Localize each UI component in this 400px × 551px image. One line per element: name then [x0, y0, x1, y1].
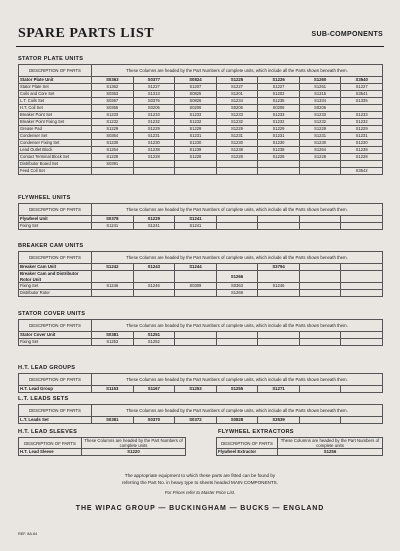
part-number-cell: S1243 — [133, 264, 175, 271]
part-number-cell: S0206 — [299, 105, 341, 112]
flywheel-header-row — [19, 204, 383, 216]
breaker-columns-note: These Columns are headed by the Part Numbers of complete units, which include all the Parts shown beneath them. — [92, 252, 383, 264]
part-number-cell — [341, 283, 383, 290]
part-number-cell — [258, 290, 300, 297]
part-number-cell: S1234 — [216, 98, 258, 105]
sleeves-heading: H.T. LEAD SLEEVES — [18, 429, 78, 435]
part-number-cell — [299, 386, 341, 393]
table-row — [19, 332, 383, 339]
part-number-cell: S1225 — [216, 77, 258, 84]
part-number-cell — [299, 161, 341, 168]
part-number-cell: S1233 — [341, 112, 383, 119]
footer-prices: For Prices refer to Master Price List. — [164, 490, 236, 495]
part-number-cell: S1230 — [216, 140, 258, 147]
extractors-table — [216, 437, 383, 456]
part-number-cell: S1229 — [216, 126, 258, 133]
part-number-cell — [216, 223, 258, 230]
part-description: H.T. Coil Set — [19, 105, 92, 112]
part-number-cell: S1207 — [175, 84, 217, 91]
part-number-cell: S1232 — [341, 119, 383, 126]
extractors-desc-header: DESCRIPTION OF PARTS — [217, 438, 278, 449]
table-row — [19, 161, 383, 168]
part-number-cell: S1228 — [216, 154, 258, 161]
table-row — [19, 140, 383, 147]
part-number-cell: S1229 — [299, 126, 341, 133]
part-number-cell: S1230 — [133, 140, 175, 147]
part-number-cell — [299, 168, 341, 175]
part-number-cell: S1231 — [175, 133, 217, 140]
part-number-cell — [133, 161, 175, 168]
table-row — [19, 216, 383, 223]
footer-note-line1: The appropriate equipment to which these parts are fitted can be found by — [124, 473, 276, 478]
part-description: Condenser Fixing Set — [19, 140, 92, 147]
flywheel-desc-header: DESCRIPTION OF PARTS — [19, 204, 92, 216]
part-number-cell — [341, 339, 383, 346]
part-number-cell: S1228 — [92, 154, 134, 161]
part-number-cell: S1266 — [216, 271, 258, 283]
table-row — [19, 271, 383, 283]
stator-heading: STATOR PLATE UNITS — [18, 56, 84, 62]
part-number-cell — [258, 168, 300, 175]
part-number-cell: S0377 — [133, 77, 175, 84]
part-number-cell — [175, 332, 217, 339]
part-description: L.T. Coils Set — [19, 98, 92, 105]
part-number-cell: S1229 — [133, 216, 175, 223]
sleeves-desc-header: DESCRIPTION OF PARTS — [19, 438, 82, 449]
part-number-cell: S0363 — [92, 91, 134, 98]
part-number-cell: S1238 — [258, 147, 300, 154]
sleeves-row-value: S1220 — [82, 449, 186, 456]
part-description: Breaker Cam and Distributor Rotor Unit — [19, 271, 92, 283]
part-number-cell: S1239 — [175, 147, 217, 154]
stator-table — [18, 64, 383, 175]
part-number-cell: S1233 — [133, 112, 175, 119]
part-number-cell — [341, 290, 383, 297]
table-row — [19, 77, 383, 84]
part-number-cell: S1241 — [92, 223, 134, 230]
footer-ref: REF. 8A.64 — [18, 532, 38, 536]
part-number-cell: S1229 — [133, 126, 175, 133]
ltleads-header-row — [19, 405, 383, 417]
table-row — [19, 417, 383, 424]
part-number-cell: S0378 — [92, 216, 134, 223]
part-number-cell: S1362 — [92, 84, 134, 91]
part-number-cell — [258, 216, 300, 223]
part-number-cell — [341, 417, 383, 424]
table-row — [19, 290, 383, 297]
table-row — [19, 147, 383, 154]
part-number-cell: S0363 — [216, 283, 258, 290]
part-number-cell — [175, 339, 217, 346]
part-number-cell: S1228 — [175, 154, 217, 161]
extractors-row-value: S1256 — [278, 449, 383, 456]
part-number-cell: S1231 — [341, 133, 383, 140]
part-number-cell: S1261 — [299, 84, 341, 91]
part-description: Stator Cover Unit — [19, 332, 92, 339]
part-description: Distributor Rotor — [19, 290, 92, 297]
part-number-cell: S1238 — [133, 147, 175, 154]
htlead-columns-note: These Columns are headed by the Part Numbers of complete units, which include all the Parts shown beneath them. — [92, 374, 383, 386]
table-row — [19, 154, 383, 161]
part-number-cell: S0826 — [175, 98, 217, 105]
part-number-cell: S3794 — [258, 264, 300, 271]
part-number-cell: S1233 — [299, 112, 341, 119]
part-number-cell — [299, 216, 341, 223]
part-number-cell — [299, 283, 341, 290]
part-number-cell: S1238 — [216, 147, 258, 154]
part-number-cell: S3541 — [341, 91, 383, 98]
part-number-cell: S1253 — [175, 386, 217, 393]
part-description: Lead Outlet Block — [19, 147, 92, 154]
part-number-cell: S1230 — [299, 140, 341, 147]
breaker-table — [18, 251, 383, 297]
breaker-desc-header: DESCRIPTION OF PARTS — [19, 252, 92, 264]
part-number-cell: S1228 — [258, 154, 300, 161]
part-number-cell: S1153 — [92, 386, 134, 393]
part-number-cell — [133, 168, 175, 175]
part-number-cell — [258, 271, 300, 283]
part-number-cell: S1232 — [133, 119, 175, 126]
extractors-columns-note: These Columns are headed by the Part Numbers of complete units — [278, 438, 383, 449]
part-number-cell: S1227 — [133, 84, 175, 91]
part-number-cell: S0206 — [133, 105, 175, 112]
flywheel-table — [18, 203, 383, 230]
part-number-cell: S1231 — [299, 133, 341, 140]
part-description: Fixing Set — [19, 339, 92, 346]
part-number-cell: S1233 — [92, 112, 134, 119]
table-row — [19, 112, 383, 119]
part-number-cell: S0828 — [216, 417, 258, 424]
part-number-cell: S1229 — [258, 126, 300, 133]
part-number-cell: S1167 — [133, 386, 175, 393]
part-number-cell: S1268 — [216, 290, 258, 297]
part-number-cell: S1241 — [133, 223, 175, 230]
table-row — [19, 339, 383, 346]
part-number-cell: S0370 — [133, 417, 175, 424]
table-row — [19, 386, 383, 393]
ltleads-columns-note: These Columns are headed by the Part Numbers of complete units, which include all the Parts shown beneath them. — [92, 405, 383, 417]
part-number-cell: S1313 — [133, 91, 175, 98]
part-number-cell: S0206 — [216, 105, 258, 112]
htlead-header-row — [19, 374, 383, 386]
part-number-cell: S1260 — [299, 77, 341, 84]
htlead-heading: H.T. LEAD GROUPS — [18, 365, 76, 371]
stator-desc-header: DESCRIPTION OF PARTS — [19, 65, 92, 77]
statorcover-heading: STATOR COVER UNITS — [18, 311, 86, 317]
sleeves-columns-note: These Columns are headed by the Part Numbers of complete units — [82, 438, 186, 449]
part-number-cell: S0391 — [92, 161, 134, 168]
part-number-cell — [299, 339, 341, 346]
part-number-cell — [341, 216, 383, 223]
part-number-cell: S1227 — [216, 84, 258, 91]
part-number-cell: S1253 — [92, 339, 134, 346]
part-number-cell: S1228 — [133, 154, 175, 161]
part-number-cell: S1264 — [92, 147, 134, 154]
part-number-cell: S1230 — [258, 140, 300, 147]
breaker-heading: BREAKER CAM UNITS — [18, 243, 84, 249]
part-description: Breaker Cam Unit — [19, 264, 92, 271]
part-number-cell: S0825 — [175, 91, 217, 98]
footer-company: THE WIPAC GROUP — BUCKINGHAM — BUCKS — ENGLAND — [75, 505, 325, 512]
part-number-cell: S1315 — [299, 91, 341, 98]
part-number-cell — [175, 168, 217, 175]
part-number-cell: S1229 — [92, 126, 134, 133]
part-description: Grease Pad — [19, 126, 92, 133]
part-number-cell — [175, 271, 217, 283]
table-row — [19, 223, 383, 230]
stator-header-row — [19, 65, 383, 77]
part-number-cell: S1233 — [216, 112, 258, 119]
part-number-cell: S1229 — [175, 126, 217, 133]
part-description: Fixing Set — [19, 223, 92, 230]
part-number-cell — [258, 223, 300, 230]
part-number-cell: S1242 — [92, 264, 134, 271]
part-number-cell: S0824 — [175, 77, 217, 84]
part-number-cell: S1231 — [258, 133, 300, 140]
part-number-cell — [92, 290, 134, 297]
part-number-cell — [258, 332, 300, 339]
part-description: Stator Plate Unit — [19, 77, 92, 84]
part-number-cell — [92, 168, 134, 175]
part-number-cell — [299, 417, 341, 424]
part-number-cell — [216, 168, 258, 175]
part-description: Contact Terminal Block Set — [19, 154, 92, 161]
part-number-cell: S0381 — [92, 417, 134, 424]
part-number-cell: S1233 — [175, 112, 217, 119]
part-description: Distributor Board Set — [19, 161, 92, 168]
part-number-cell: S1334 — [299, 98, 341, 105]
part-number-cell — [216, 161, 258, 168]
part-number-cell — [133, 271, 175, 283]
flywheel-columns-note: These Columns are headed by the Part Numbers of complete units, which include all the Parts shown beneath them. — [92, 204, 383, 216]
table-row — [19, 168, 383, 175]
extractors-heading: FLYWHEEL EXTRACTORS — [218, 429, 294, 435]
part-number-cell: S1228 — [299, 154, 341, 161]
table-row — [19, 98, 383, 105]
part-number-cell: S1227 — [258, 84, 300, 91]
part-number-cell — [299, 332, 341, 339]
part-number-cell: S1201 — [216, 91, 258, 98]
part-number-cell — [216, 339, 258, 346]
part-number-cell: S0367 — [92, 98, 134, 105]
part-number-cell — [133, 290, 175, 297]
part-number-cell — [299, 264, 341, 271]
part-number-cell — [216, 264, 258, 271]
part-number-cell — [341, 386, 383, 393]
part-number-cell: S1202 — [258, 91, 300, 98]
part-number-cell: S1232 — [92, 119, 134, 126]
breaker-header-row — [19, 252, 383, 264]
part-number-cell: S1271 — [258, 386, 300, 393]
table-row — [19, 119, 383, 126]
part-description: Stator Plate Set — [19, 84, 92, 91]
part-number-cell: S1230 — [175, 140, 217, 147]
part-number-cell: S1230 — [341, 140, 383, 147]
stator-columns-note: These Columns are headed by the Part Numbers of complete units, which include all the Parts shown beneath them. — [92, 65, 383, 77]
part-number-cell: S1244 — [175, 264, 217, 271]
part-description: Condenser Set — [19, 133, 92, 140]
part-number-cell: S1232 — [175, 119, 217, 126]
part-number-cell: S0381 — [92, 332, 134, 339]
part-number-cell: S1246 — [92, 283, 134, 290]
part-number-cell — [92, 271, 134, 283]
part-number-cell: S0206 — [258, 105, 300, 112]
part-number-cell: S1264 — [299, 147, 341, 154]
part-number-cell — [341, 264, 383, 271]
part-number-cell: S0206 — [175, 105, 217, 112]
part-number-cell — [216, 216, 258, 223]
part-description: L.T. Leads Set — [19, 417, 92, 424]
part-number-cell — [341, 105, 383, 112]
part-number-cell: S0372 — [175, 417, 217, 424]
flywheel-heading: FLYWHEEL UNITS — [18, 195, 71, 201]
part-number-cell — [341, 161, 383, 168]
part-number-cell: S3539 — [258, 417, 300, 424]
part-number-cell: S0365 — [92, 105, 134, 112]
part-number-cell: S1335 — [341, 98, 383, 105]
part-number-cell: S1252 — [133, 339, 175, 346]
part-number-cell: S1229 — [341, 126, 383, 133]
part-description: Breaker Point Set — [19, 112, 92, 119]
part-number-cell — [341, 223, 383, 230]
part-description: Feed Coil Set — [19, 168, 92, 175]
statorcover-header-row — [19, 320, 383, 332]
statorcover-desc-header: DESCRIPTION OF PARTS — [19, 320, 92, 332]
part-number-cell — [341, 332, 383, 339]
part-number-cell: S0309 — [175, 283, 217, 290]
htlead-table — [18, 373, 383, 393]
table-row — [19, 283, 383, 290]
part-number-cell: S1231 — [216, 133, 258, 140]
ltleads-desc-header: DESCRIPTION OF PARTS — [19, 405, 92, 417]
part-number-cell: S0363 — [92, 77, 134, 84]
part-number-cell — [258, 339, 300, 346]
table-row — [19, 91, 383, 98]
table-row — [19, 126, 383, 133]
part-number-cell: S1226 — [258, 77, 300, 84]
part-number-cell: S1232 — [216, 119, 258, 126]
part-number-cell: S0376 — [133, 98, 175, 105]
part-number-cell — [299, 290, 341, 297]
part-number-cell: S1228 — [341, 154, 383, 161]
part-number-cell: S3542 — [341, 168, 383, 175]
part-description: Breaker Point Fixing Set — [19, 119, 92, 126]
statorcover-table — [18, 319, 383, 346]
part-number-cell: S1238 — [341, 147, 383, 154]
part-number-cell: S0364 — [92, 133, 134, 140]
part-number-cell — [341, 271, 383, 283]
part-number-cell: S1235 — [258, 98, 300, 105]
htlead-desc-header: DESCRIPTION OF PARTS — [19, 374, 92, 386]
part-number-cell: S1246 — [258, 283, 300, 290]
part-number-cell: S1227 — [341, 84, 383, 91]
table-row — [19, 84, 383, 91]
part-number-cell: S1255 — [216, 386, 258, 393]
extractors-row-label: Flywheel Extractor — [217, 449, 278, 456]
part-number-cell — [175, 161, 217, 168]
table-row — [19, 133, 383, 140]
part-number-cell: S1232 — [258, 119, 300, 126]
part-description: Flywheel Unit — [19, 216, 92, 223]
page-title: SPARE PARTS LIST — [18, 26, 155, 41]
part-number-cell: S1230 — [92, 140, 134, 147]
page-subtitle: SUB-COMPONENTS — [311, 31, 383, 38]
part-description: Fixing Set — [19, 283, 92, 290]
part-number-cell: S1232 — [299, 119, 341, 126]
part-number-cell: S1246 — [133, 283, 175, 290]
part-number-cell: S1233 — [258, 112, 300, 119]
part-description: Coils and Core Set — [19, 91, 92, 98]
sleeves-row-label: H.T. Lead Sleeve — [19, 449, 82, 456]
part-number-cell: S1251 — [133, 332, 175, 339]
statorcover-columns-note: These Columns are headed by the Part Numbers of complete units, which include all the Parts shown beneath them. — [92, 320, 383, 332]
part-number-cell: S1241 — [175, 223, 217, 230]
table-row — [19, 105, 383, 112]
sleeves-table — [18, 437, 186, 456]
part-number-cell: S1241 — [175, 216, 217, 223]
header-rule — [16, 46, 384, 47]
part-number-cell: S1231 — [133, 133, 175, 140]
table-row — [19, 264, 383, 271]
ltleads-heading: L.T. LEADS SETS — [18, 396, 69, 402]
footer-note-line2: referring the Part No. in heavy type to sheets headed MAIN COMPONENTS. — [122, 480, 278, 485]
part-number-cell — [258, 161, 300, 168]
part-number-cell — [299, 223, 341, 230]
part-description: H.T. Lead Group — [19, 386, 92, 393]
ltleads-table — [18, 404, 383, 424]
part-number-cell — [299, 271, 341, 283]
part-number-cell — [175, 290, 217, 297]
part-number-cell: S3540 — [341, 77, 383, 84]
part-number-cell — [216, 332, 258, 339]
